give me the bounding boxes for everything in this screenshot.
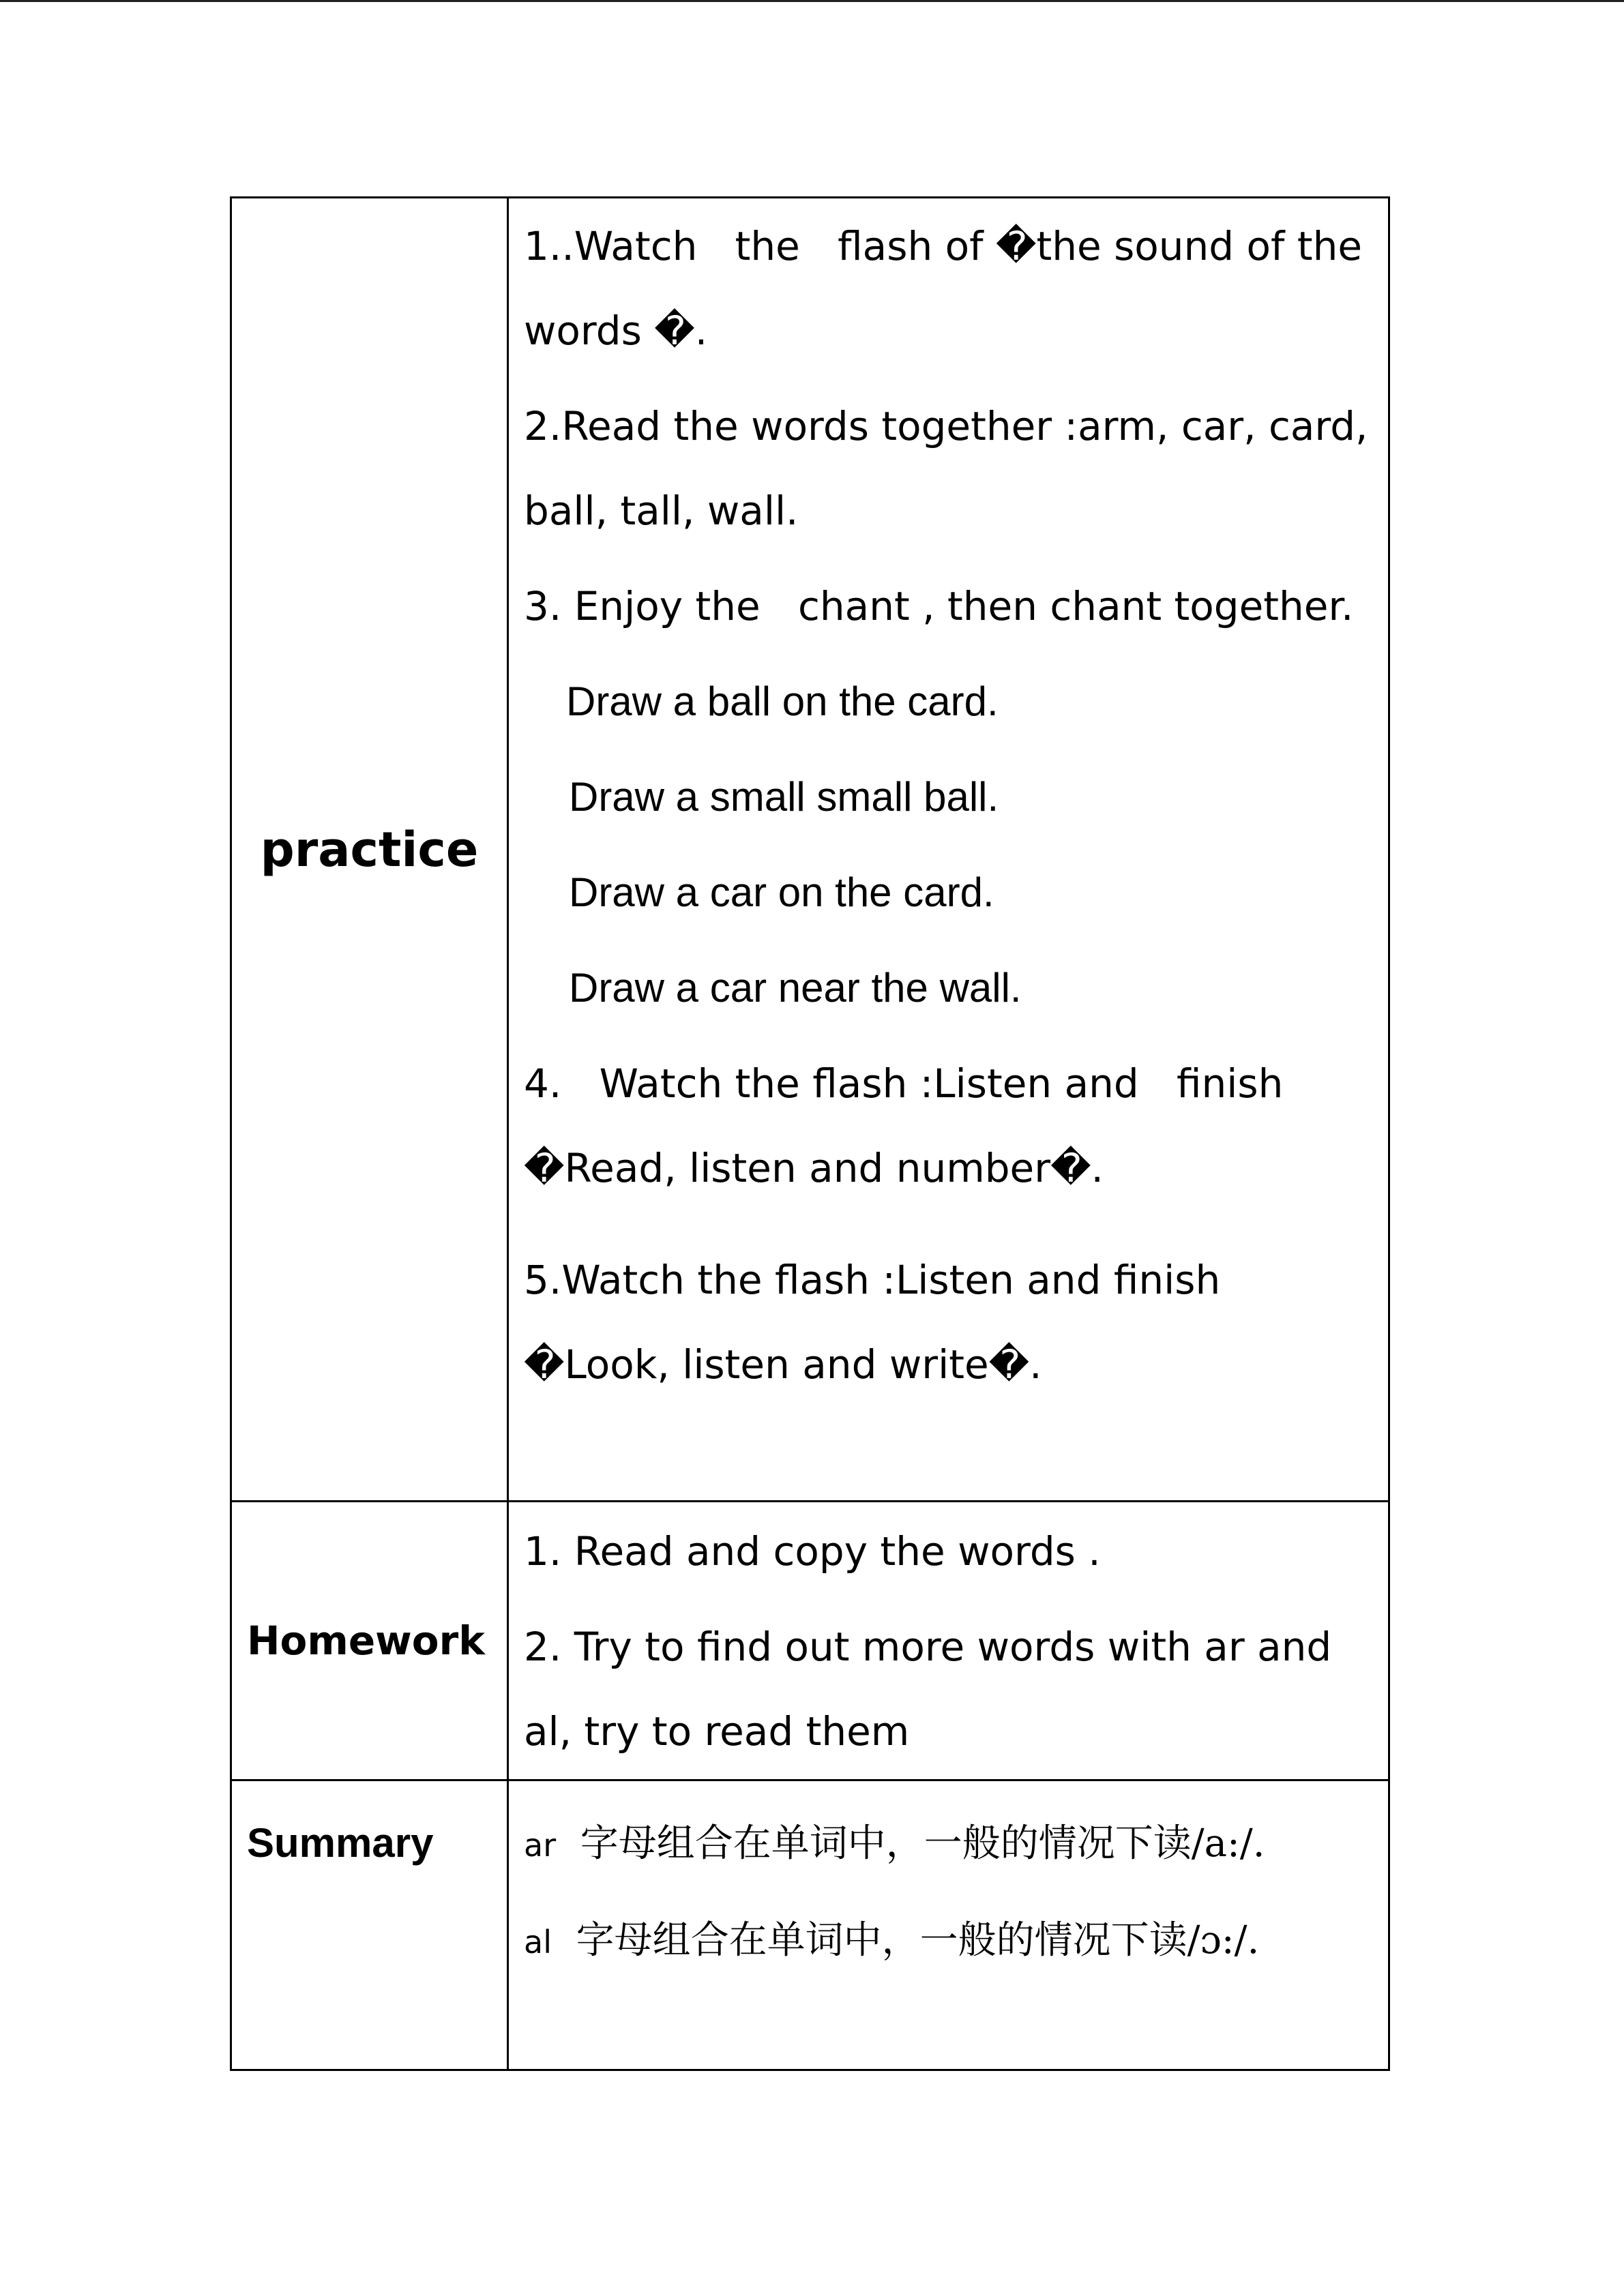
practice-step-3: 3. Enjoy the chant , then chant together. [524, 583, 1354, 629]
chant-line-1: Draw a ball on the card. [566, 679, 999, 724]
practice-step-1: 1..Watch the flash of �the sound of the words �. [524, 223, 1375, 354]
summary-prefix-ar: ar [524, 1827, 557, 1864]
chant-line-2: Draw a small small ball. [569, 774, 999, 820]
practice-step-2: 2.Read the words together :arm, car, card, ball, tall, wall. [524, 403, 1381, 534]
practice-step-5: 5.Watch the flash :Listen and finish �Look, listen and write�. [524, 1257, 1233, 1388]
chant-line-3: Draw a car on the card. [569, 869, 994, 915]
page-top-border [0, 0, 1624, 2]
homework-row [231, 1502, 1389, 1780]
practice-steps [509, 198, 1388, 1407]
summary-row [231, 1780, 1389, 2070]
summary-label: Summary [247, 1820, 434, 1866]
homework-label: Homework [247, 1617, 485, 1664]
summary-prefix-al: al [524, 1924, 552, 1960]
chant-line-4: Draw a car near the wall. [569, 965, 1022, 1011]
summary-content-cell [508, 1780, 1389, 2070]
summary-line-al [524, 1898, 1374, 1984]
summary-line-ar [524, 1802, 1374, 1888]
homework-items [509, 1502, 1388, 1774]
practice-label: practice [260, 821, 479, 878]
summary-text-ar: 字母组合在单词中，一般的情况下读/a:/. [556, 1821, 1265, 1866]
summary-label-cell [231, 1780, 508, 2070]
summary-text-al: 字母组合在单词中，一般的情况下读/ɔ:/. [551, 1918, 1260, 1963]
summary-lines [509, 1781, 1388, 1984]
homework-item-2: 2. Try to find out more words with ar and al, try to read them [524, 1624, 1332, 1755]
practice-row [231, 198, 1389, 1502]
practice-step-4: 4. Watch the flash :Listen and finish �Read, listen and number�. [524, 1060, 1296, 1191]
practice-content-cell [508, 198, 1389, 1502]
lesson-plan-table [230, 196, 1390, 2071]
homework-item-1: 1. Read and copy the words . [524, 1528, 1101, 1575]
homework-content-cell [508, 1502, 1389, 1780]
homework-label-cell [231, 1502, 508, 1780]
practice-label-cell [231, 198, 508, 1502]
